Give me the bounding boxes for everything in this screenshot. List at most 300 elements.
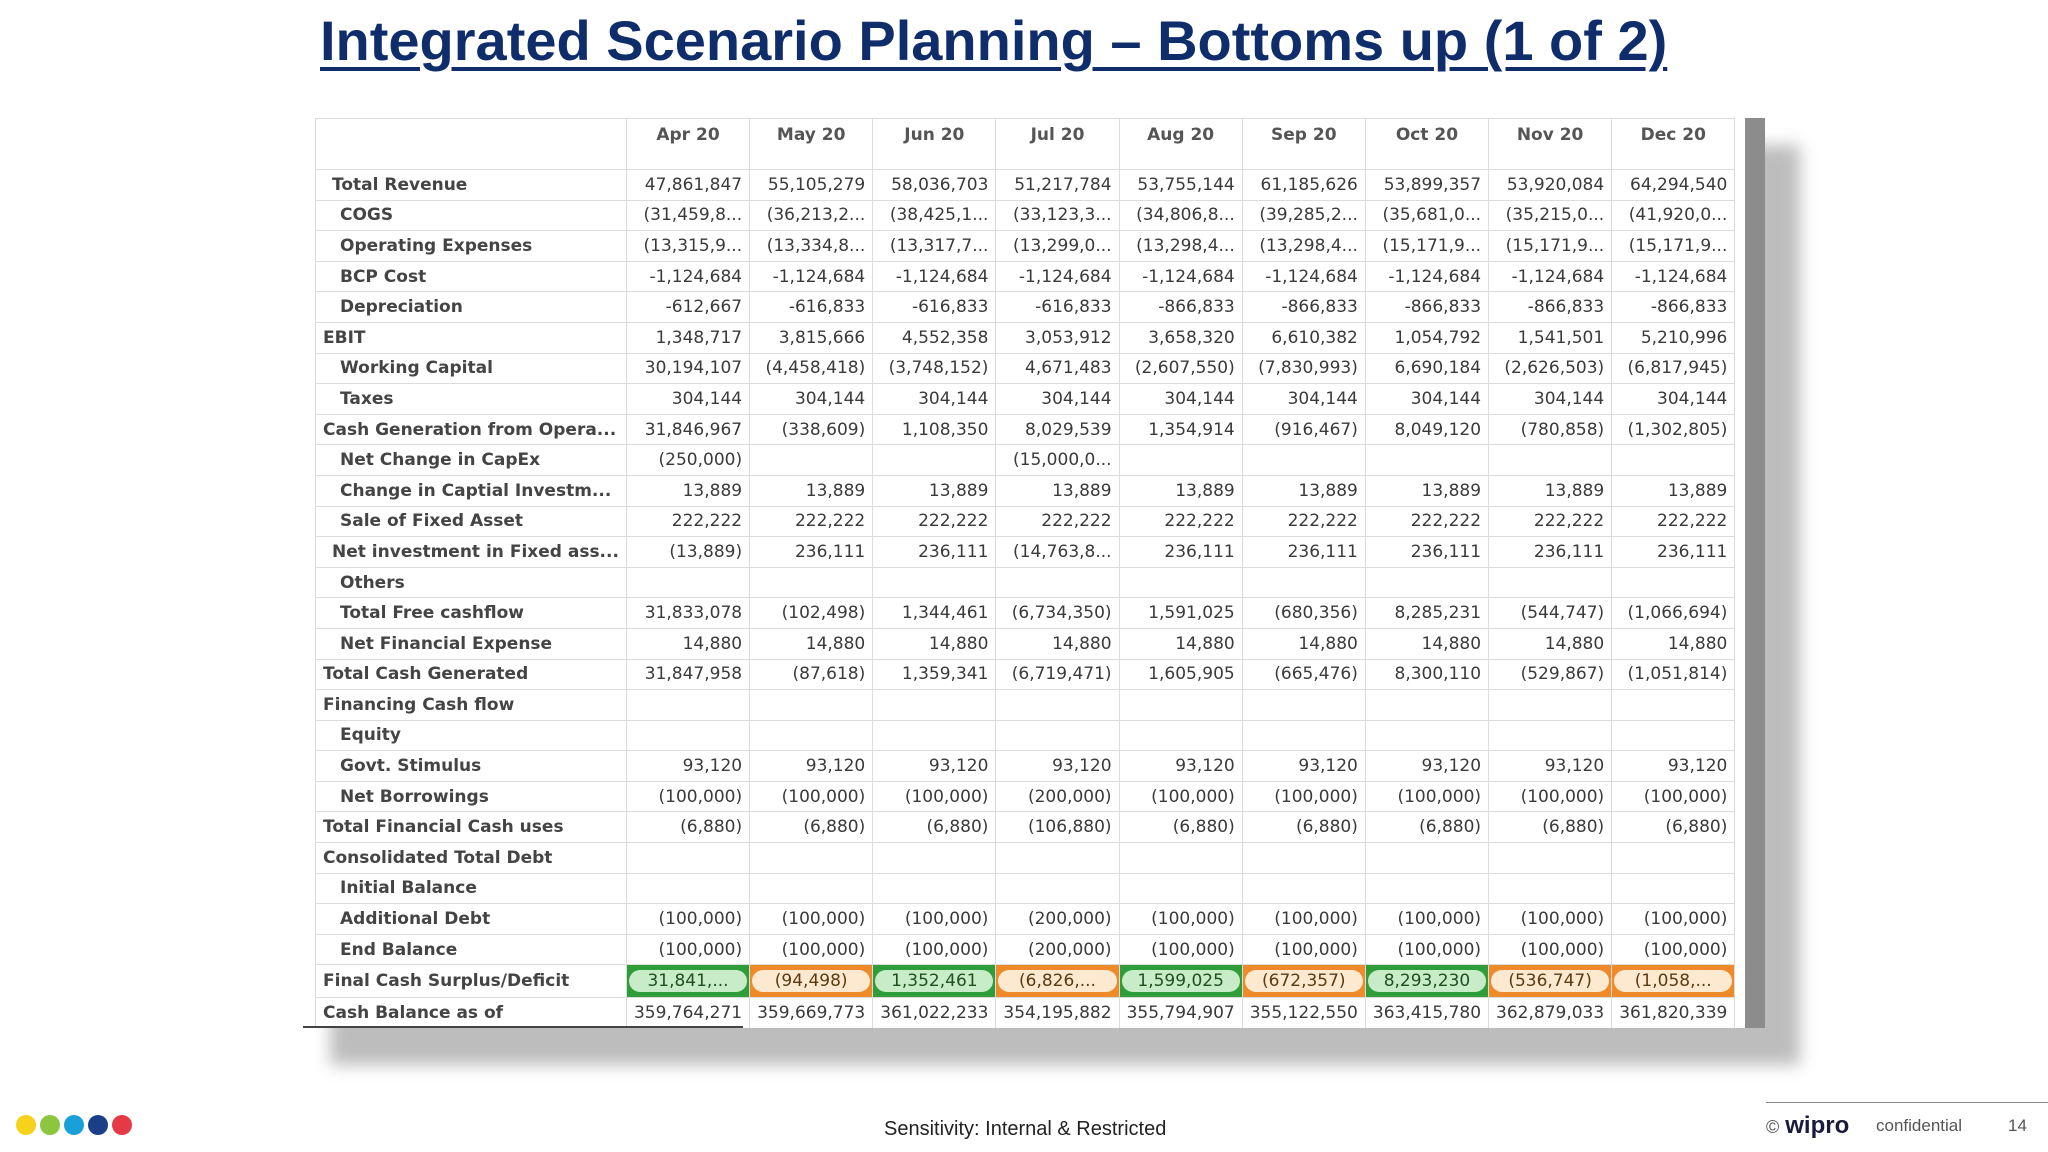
table-row (316, 445, 1735, 476)
value-cell: (6,880) (1119, 812, 1242, 843)
value-cell: 1,605,905 (1119, 659, 1242, 690)
table-row (316, 475, 1735, 506)
value-cell: -866,833 (1489, 292, 1612, 323)
value-cell: (13,317,7... (873, 231, 996, 262)
page-number: 14 (2008, 1116, 2027, 1135)
value-cell: 304,144 (626, 384, 749, 415)
value-cell: -866,833 (1612, 292, 1735, 323)
status-badge: (6,826,... (998, 970, 1116, 992)
value-cell: -1,124,684 (1365, 261, 1488, 292)
row-label: Operating Expenses (316, 231, 627, 262)
value-cell: 61,185,626 (1242, 170, 1365, 201)
row-label: End Balance (316, 934, 627, 965)
value-cell: 14,880 (1119, 628, 1242, 659)
value-cell (1119, 567, 1242, 598)
value-cell: (36,213,2... (750, 200, 873, 231)
value-cell: (250,000) (626, 445, 749, 476)
value-cell: (35,215,0... (1489, 200, 1612, 231)
value-cell: 8,029,539 (996, 414, 1119, 445)
value-cell: 304,144 (1242, 384, 1365, 415)
row-label: Cash Balance as of (316, 998, 627, 1028)
value-cell: 4,552,358 (873, 322, 996, 353)
value-cell: -616,833 (750, 292, 873, 323)
value-cell: 359,669,773 (750, 998, 873, 1028)
value-cell: 1,108,350 (873, 414, 996, 445)
table-row (316, 322, 1735, 353)
value-cell: (100,000) (1119, 934, 1242, 965)
value-cell (1365, 843, 1488, 874)
value-cell: 222,222 (626, 506, 749, 537)
value-cell: 1,541,501 (1489, 322, 1612, 353)
value-cell: 13,889 (1119, 475, 1242, 506)
value-cell: (529,867) (1489, 659, 1612, 690)
value-cell: 58,036,703 (873, 170, 996, 201)
row-label: Others (316, 567, 627, 598)
status-badge: (94,498) (752, 970, 870, 992)
table-row (316, 843, 1735, 874)
value-cell: -866,833 (1365, 292, 1488, 323)
value-cell: 222,222 (1612, 506, 1735, 537)
value-cell: (6,880) (873, 812, 996, 843)
table-row (316, 751, 1735, 782)
value-cell: (41,920,0... (1612, 200, 1735, 231)
table-row (316, 998, 1735, 1028)
value-cell: 14,880 (1489, 628, 1612, 659)
row-label: Net Financial Expense (316, 628, 627, 659)
table-row (316, 567, 1735, 598)
value-cell: -1,124,684 (873, 261, 996, 292)
row-label: EBIT (316, 322, 627, 353)
confidential-label: confidential (1876, 1116, 1963, 1135)
month-header-row (316, 119, 1735, 170)
value-cell (1489, 690, 1612, 721)
status-badge: (536,747) (1491, 970, 1609, 992)
table-body (316, 170, 1735, 1029)
value-cell: 93,120 (1365, 751, 1488, 782)
value-cell: (100,000) (750, 934, 873, 965)
row-label: Total Free cashflow (316, 598, 627, 629)
value-cell (873, 567, 996, 598)
status-cell (1242, 965, 1365, 998)
brand-dot-icon (40, 1115, 60, 1135)
value-cell (873, 720, 996, 751)
value-cell (996, 873, 1119, 904)
value-cell: (13,299,0... (996, 231, 1119, 262)
value-cell: (100,000) (1242, 934, 1365, 965)
value-cell (1612, 445, 1735, 476)
value-cell (996, 567, 1119, 598)
value-cell: 13,889 (1489, 475, 1612, 506)
value-cell (1612, 873, 1735, 904)
value-cell: (15,171,9... (1612, 231, 1735, 262)
value-cell (626, 843, 749, 874)
table-row (316, 720, 1735, 751)
row-label: Total Cash Generated (316, 659, 627, 690)
value-cell: 222,222 (873, 506, 996, 537)
table-row (316, 812, 1735, 843)
value-cell: (200,000) (996, 781, 1119, 812)
value-cell: 93,120 (1119, 751, 1242, 782)
value-cell: 304,144 (1119, 384, 1242, 415)
status-badge: 31,841,... (629, 970, 747, 992)
value-cell: (100,000) (873, 781, 996, 812)
value-cell (873, 843, 996, 874)
table-row (316, 384, 1735, 415)
value-cell (750, 873, 873, 904)
value-cell (1489, 720, 1612, 751)
value-cell: 14,880 (873, 628, 996, 659)
sheet-underline (303, 1026, 743, 1028)
value-cell: 55,105,279 (750, 170, 873, 201)
value-cell: 8,300,110 (1365, 659, 1488, 690)
value-cell: 51,217,784 (996, 170, 1119, 201)
value-cell: (2,626,503) (1489, 353, 1612, 384)
value-cell (1242, 445, 1365, 476)
value-cell (1612, 720, 1735, 751)
value-cell: (6,734,350) (996, 598, 1119, 629)
row-label: Initial Balance (316, 873, 627, 904)
value-cell (1242, 873, 1365, 904)
status-cell (1119, 965, 1242, 998)
brand-dot-icon (16, 1115, 36, 1135)
row-label: Net Borrowings (316, 781, 627, 812)
value-cell (1119, 445, 1242, 476)
slide-title: Integrated Scenario Planning – Bottoms up (1 of 2) (320, 9, 1668, 72)
value-cell (1119, 843, 1242, 874)
value-cell: 304,144 (1365, 384, 1488, 415)
table-row (316, 170, 1735, 201)
value-cell: (100,000) (1489, 904, 1612, 935)
value-cell: (1,066,694) (1612, 598, 1735, 629)
month-header: Apr 20 (626, 119, 749, 170)
value-cell: (100,000) (1119, 904, 1242, 935)
table-row (316, 598, 1735, 629)
month-header: Jun 20 (873, 119, 996, 170)
month-header: Oct 20 (1365, 119, 1488, 170)
value-cell: 1,348,717 (626, 322, 749, 353)
value-cell (1365, 720, 1488, 751)
value-cell: 236,111 (750, 537, 873, 568)
value-cell (750, 690, 873, 721)
row-label: Change in Captial Investm... (316, 475, 627, 506)
value-cell: 3,658,320 (1119, 322, 1242, 353)
value-cell: 14,880 (750, 628, 873, 659)
value-cell: (100,000) (750, 904, 873, 935)
status-badge: 8,293,230 (1368, 970, 1486, 992)
value-cell: (13,334,8... (750, 231, 873, 262)
value-cell: (665,476) (1242, 659, 1365, 690)
value-cell: (15,171,9... (1489, 231, 1612, 262)
value-cell: (34,806,8... (1119, 200, 1242, 231)
status-cell (996, 965, 1119, 998)
value-cell: 8,285,231 (1365, 598, 1488, 629)
month-header: Dec 20 (1612, 119, 1735, 170)
value-cell (1489, 843, 1612, 874)
value-cell: 236,111 (1489, 537, 1612, 568)
table-row (316, 506, 1735, 537)
value-cell: (87,618) (750, 659, 873, 690)
value-cell: 53,755,144 (1119, 170, 1242, 201)
value-cell (1365, 690, 1488, 721)
value-cell (626, 873, 749, 904)
value-cell: -866,833 (1119, 292, 1242, 323)
value-cell: 236,111 (1119, 537, 1242, 568)
value-cell: 93,120 (1612, 751, 1735, 782)
month-header: Aug 20 (1119, 119, 1242, 170)
value-cell: 8,049,120 (1365, 414, 1488, 445)
value-cell: 361,022,233 (873, 998, 996, 1028)
value-cell: (100,000) (1365, 904, 1488, 935)
value-cell: 53,899,357 (1365, 170, 1488, 201)
row-label: Net investment in Fixed ass... (316, 537, 627, 568)
value-cell: 13,889 (750, 475, 873, 506)
table-row (316, 414, 1735, 445)
copyright-symbol: © (1766, 1117, 1780, 1137)
table-row (316, 628, 1735, 659)
status-badge: (1,058,... (1614, 970, 1732, 992)
table-row (316, 537, 1735, 568)
value-cell: (13,298,4... (1119, 231, 1242, 262)
value-cell: 222,222 (1365, 506, 1488, 537)
value-cell: 304,144 (750, 384, 873, 415)
value-cell (996, 720, 1119, 751)
value-cell: (7,830,993) (1242, 353, 1365, 384)
value-cell (626, 690, 749, 721)
value-cell (1119, 873, 1242, 904)
value-cell: 4,671,483 (996, 353, 1119, 384)
row-label: Consolidated Total Debt (316, 843, 627, 874)
value-cell: 13,889 (626, 475, 749, 506)
value-cell: 13,889 (1242, 475, 1365, 506)
value-cell: -1,124,684 (1489, 261, 1612, 292)
value-cell: (38,425,1... (873, 200, 996, 231)
value-cell: (6,880) (626, 812, 749, 843)
value-cell (750, 567, 873, 598)
value-cell: (6,719,471) (996, 659, 1119, 690)
value-cell: 304,144 (1489, 384, 1612, 415)
value-cell: 93,120 (996, 751, 1119, 782)
value-cell: 6,690,184 (1365, 353, 1488, 384)
brand-dots (16, 1115, 132, 1135)
value-cell: (100,000) (1365, 934, 1488, 965)
value-cell: 222,222 (1242, 506, 1365, 537)
value-cell: (916,467) (1242, 414, 1365, 445)
table-row (316, 934, 1735, 965)
value-cell: -1,124,684 (626, 261, 749, 292)
value-cell: 222,222 (750, 506, 873, 537)
row-label: Net Change in CapEx (316, 445, 627, 476)
value-cell: (680,356) (1242, 598, 1365, 629)
value-cell: (33,123,3... (996, 200, 1119, 231)
status-cell (873, 965, 996, 998)
value-cell: 31,846,967 (626, 414, 749, 445)
value-cell: (100,000) (750, 781, 873, 812)
row-label: Sale of Fixed Asset (316, 506, 627, 537)
value-cell (1119, 720, 1242, 751)
sheet-right-shade (1745, 118, 1765, 1028)
status-cell (1612, 965, 1735, 998)
value-cell (1612, 567, 1735, 598)
value-cell: 222,222 (996, 506, 1119, 537)
value-cell: 236,111 (1612, 537, 1735, 568)
sensitivity-label: Sensitivity: Internal & Restricted (884, 1118, 1167, 1140)
value-cell: (100,000) (1612, 904, 1735, 935)
value-cell: (13,315,9... (626, 231, 749, 262)
table-row (316, 353, 1735, 384)
spreadsheet-screenshot (303, 118, 1745, 1028)
value-cell: 31,833,078 (626, 598, 749, 629)
value-cell: 355,122,550 (1242, 998, 1365, 1028)
value-cell: 13,889 (996, 475, 1119, 506)
value-cell (873, 873, 996, 904)
value-cell: (1,051,814) (1612, 659, 1735, 690)
value-cell: (200,000) (996, 934, 1119, 965)
value-cell: (100,000) (626, 781, 749, 812)
value-cell: -1,124,684 (1612, 261, 1735, 292)
value-cell: 236,111 (1365, 537, 1488, 568)
value-cell: (100,000) (1612, 934, 1735, 965)
value-cell: 93,120 (750, 751, 873, 782)
value-cell: 14,880 (626, 628, 749, 659)
status-cell (1489, 965, 1612, 998)
value-cell: 1,344,461 (873, 598, 996, 629)
value-cell: 30,194,107 (626, 353, 749, 384)
value-cell: 359,764,271 (626, 998, 749, 1028)
value-cell (626, 567, 749, 598)
value-cell: 236,111 (1242, 537, 1365, 568)
value-cell: (780,858) (1489, 414, 1612, 445)
value-cell: 1,359,341 (873, 659, 996, 690)
value-cell: (14,763,8... (996, 537, 1119, 568)
value-cell: (6,880) (1489, 812, 1612, 843)
row-label: Total Financial Cash uses (316, 812, 627, 843)
brand-dot-icon (88, 1115, 108, 1135)
value-cell: (15,000,0... (996, 445, 1119, 476)
value-cell: (200,000) (996, 904, 1119, 935)
value-cell: 13,889 (1612, 475, 1735, 506)
value-cell: 14,880 (1365, 628, 1488, 659)
value-cell: (544,747) (1489, 598, 1612, 629)
value-cell: (100,000) (1119, 781, 1242, 812)
brand-mark (1766, 1112, 1849, 1140)
value-cell: 93,120 (1489, 751, 1612, 782)
value-cell: (6,880) (1612, 812, 1735, 843)
row-label: BCP Cost (316, 261, 627, 292)
value-cell (873, 445, 996, 476)
value-cell: (13,889) (626, 537, 749, 568)
status-badge: 1,352,461 (875, 970, 993, 992)
row-label: Depreciation (316, 292, 627, 323)
value-cell (1242, 843, 1365, 874)
row-label: Govt. Stimulus (316, 751, 627, 782)
value-cell: (31,459,8... (626, 200, 749, 231)
table-row (316, 659, 1735, 690)
corner-cell (316, 119, 627, 170)
value-cell: 1,054,792 (1365, 322, 1488, 353)
value-cell: 222,222 (1489, 506, 1612, 537)
row-label: Final Cash Surplus/Deficit (316, 965, 627, 998)
value-cell (750, 843, 873, 874)
value-cell: (100,000) (626, 934, 749, 965)
value-cell: 363,415,780 (1365, 998, 1488, 1028)
value-cell: (3,748,152) (873, 353, 996, 384)
scenario-table (315, 118, 1735, 1028)
table-row (316, 200, 1735, 231)
value-cell: 93,120 (873, 751, 996, 782)
value-cell: 236,111 (873, 537, 996, 568)
value-cell: 1,354,914 (1119, 414, 1242, 445)
status-badge: 1,599,025 (1122, 970, 1240, 992)
value-cell (1365, 873, 1488, 904)
value-cell (1365, 445, 1488, 476)
value-cell (1242, 690, 1365, 721)
value-cell: (6,880) (1242, 812, 1365, 843)
value-cell (750, 720, 873, 751)
table-row (316, 873, 1735, 904)
value-cell (1612, 843, 1735, 874)
month-header: Jul 20 (996, 119, 1119, 170)
value-cell: (100,000) (873, 904, 996, 935)
value-cell: -612,667 (626, 292, 749, 323)
value-cell: 31,847,958 (626, 659, 749, 690)
table-row (316, 261, 1735, 292)
row-label: Working Capital (316, 353, 627, 384)
value-cell (1242, 720, 1365, 751)
footer-rule (1766, 1102, 2048, 1103)
table-row (316, 781, 1735, 812)
value-cell: 304,144 (996, 384, 1119, 415)
value-cell: (100,000) (1365, 781, 1488, 812)
value-cell: (100,000) (1612, 781, 1735, 812)
value-cell: (338,609) (750, 414, 873, 445)
value-cell (1365, 567, 1488, 598)
value-cell: 362,879,033 (1489, 998, 1612, 1028)
value-cell: (4,458,418) (750, 353, 873, 384)
value-cell: -1,124,684 (996, 261, 1119, 292)
value-cell (996, 843, 1119, 874)
row-label: Equity (316, 720, 627, 751)
value-cell: 361,820,339 (1612, 998, 1735, 1028)
status-cell (626, 965, 749, 998)
value-cell: 93,120 (1242, 751, 1365, 782)
value-cell: -616,833 (996, 292, 1119, 323)
value-cell: 355,794,907 (1119, 998, 1242, 1028)
table-row (316, 231, 1735, 262)
value-cell: 5,210,996 (1612, 322, 1735, 353)
value-cell: 14,880 (1242, 628, 1365, 659)
value-cell: (6,880) (750, 812, 873, 843)
value-cell: -866,833 (1242, 292, 1365, 323)
value-cell (1612, 690, 1735, 721)
value-cell: (35,681,0... (1365, 200, 1488, 231)
value-cell (873, 690, 996, 721)
value-cell: (39,285,2... (1242, 200, 1365, 231)
value-cell: (106,880) (996, 812, 1119, 843)
value-cell: (2,607,550) (1119, 353, 1242, 384)
month-header: Nov 20 (1489, 119, 1612, 170)
value-cell: (100,000) (1242, 781, 1365, 812)
value-cell: 47,861,847 (626, 170, 749, 201)
status-cell (1365, 965, 1488, 998)
value-cell: 1,591,025 (1119, 598, 1242, 629)
value-cell: (100,000) (873, 934, 996, 965)
value-cell: -616,833 (873, 292, 996, 323)
row-label: Taxes (316, 384, 627, 415)
status-cell (750, 965, 873, 998)
value-cell: 14,880 (1612, 628, 1735, 659)
value-cell: 13,889 (873, 475, 996, 506)
value-cell: 304,144 (873, 384, 996, 415)
